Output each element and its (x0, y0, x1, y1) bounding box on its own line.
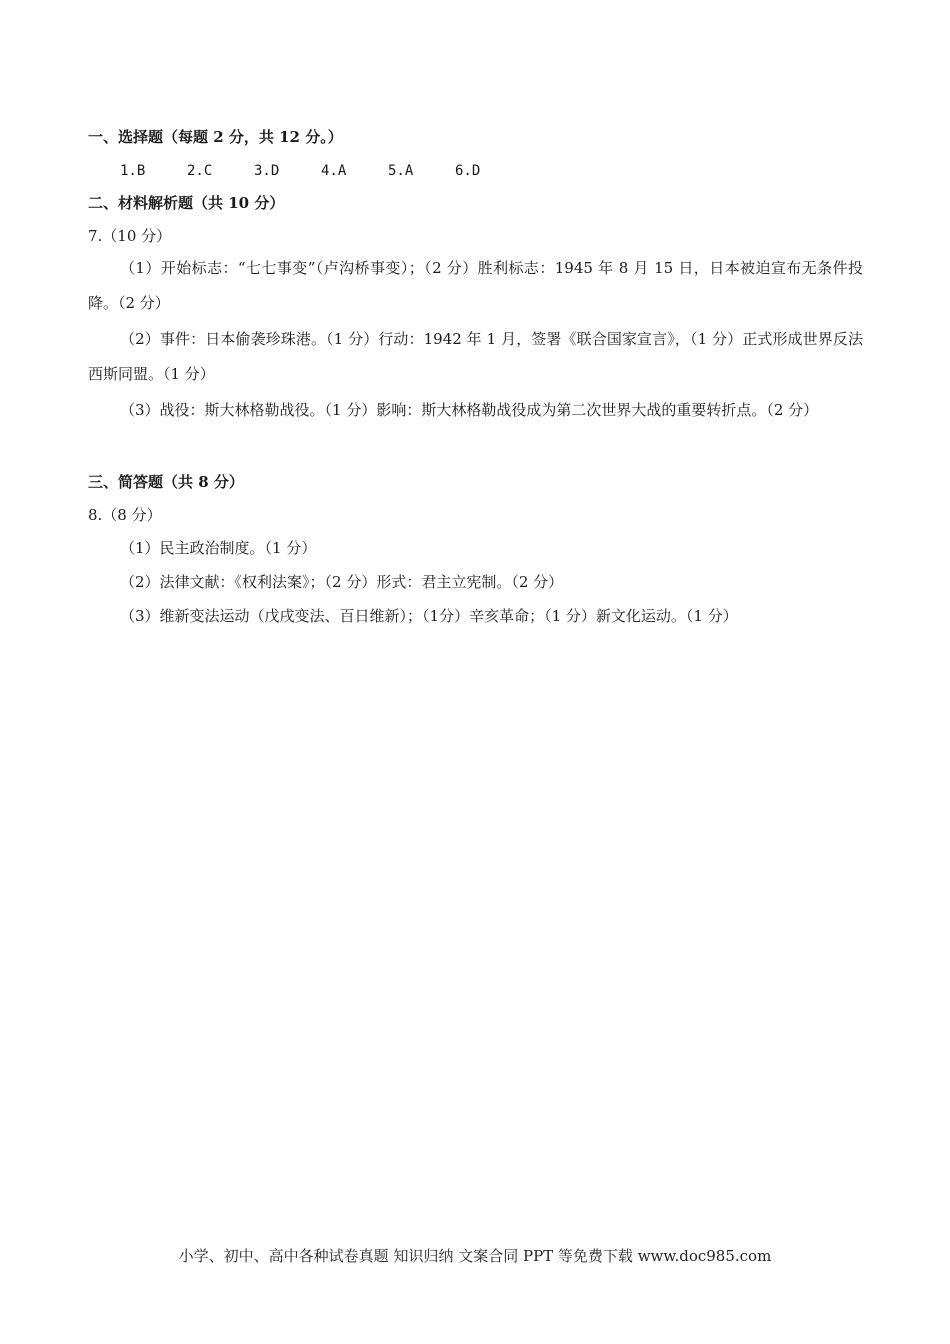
choice-answers-row (120, 161, 522, 181)
question-7-part-3: （3）战役：斯大林格勒战役。（1 分）影响：斯大林格勒战役成为第二次世界大战的重要转折点。（2 分） (120, 401, 819, 419)
question-8-part-3: （3）维新变法运动（戊戌变法、百日维新）；（1分）辛亥革命；（1 分）新文化运动。（1 分） (120, 607, 738, 625)
question-8-part-1: （1）民主政治制度。（1 分） (120, 539, 317, 557)
question-8-part-2: （2）法律文献：《权利法案》；（2 分）形式：君主立宪制。（2 分） (120, 573, 564, 591)
section-1-heading: 一、选择题（每题 2 分，共 12 分。） (88, 128, 343, 146)
question-7-part-1: （1）开始标志：“七七事变”（卢沟桥事变）；（2 分）胜利标志：1945 年 8 月 15 日，日本被迫宣布无条件投降。（2 分） (88, 259, 863, 312)
answer-2: 2.C (187, 163, 213, 179)
question-7-part-2: （2）事件：日本偷袭珍珠港。（1 分）行动：1942 年 1 月，签署《联合国家宣言》，（1 分）正式形成世界反法西斯同盟。（1 分） (88, 330, 863, 383)
answer-6: 6.D (455, 163, 481, 179)
footer-text: 小学、初中、高中各种试卷真题 知识归纳 文案合同 PPT 等免费下载 www.doc985.com (178, 1247, 772, 1265)
section-3-heading: 三、简答题（共 8 分） (88, 473, 244, 491)
question-8-label: 8.（8 分） (88, 506, 162, 524)
question-7-label: 7.（10 分） (88, 227, 172, 245)
answer-1: 1.B (120, 163, 146, 179)
answer-3: 3.D (254, 163, 280, 179)
answer-5: 5.A (388, 163, 414, 179)
answer-4: 4.A (321, 163, 347, 179)
section-2-heading: 二、材料解析题（共 10 分） (88, 194, 285, 212)
